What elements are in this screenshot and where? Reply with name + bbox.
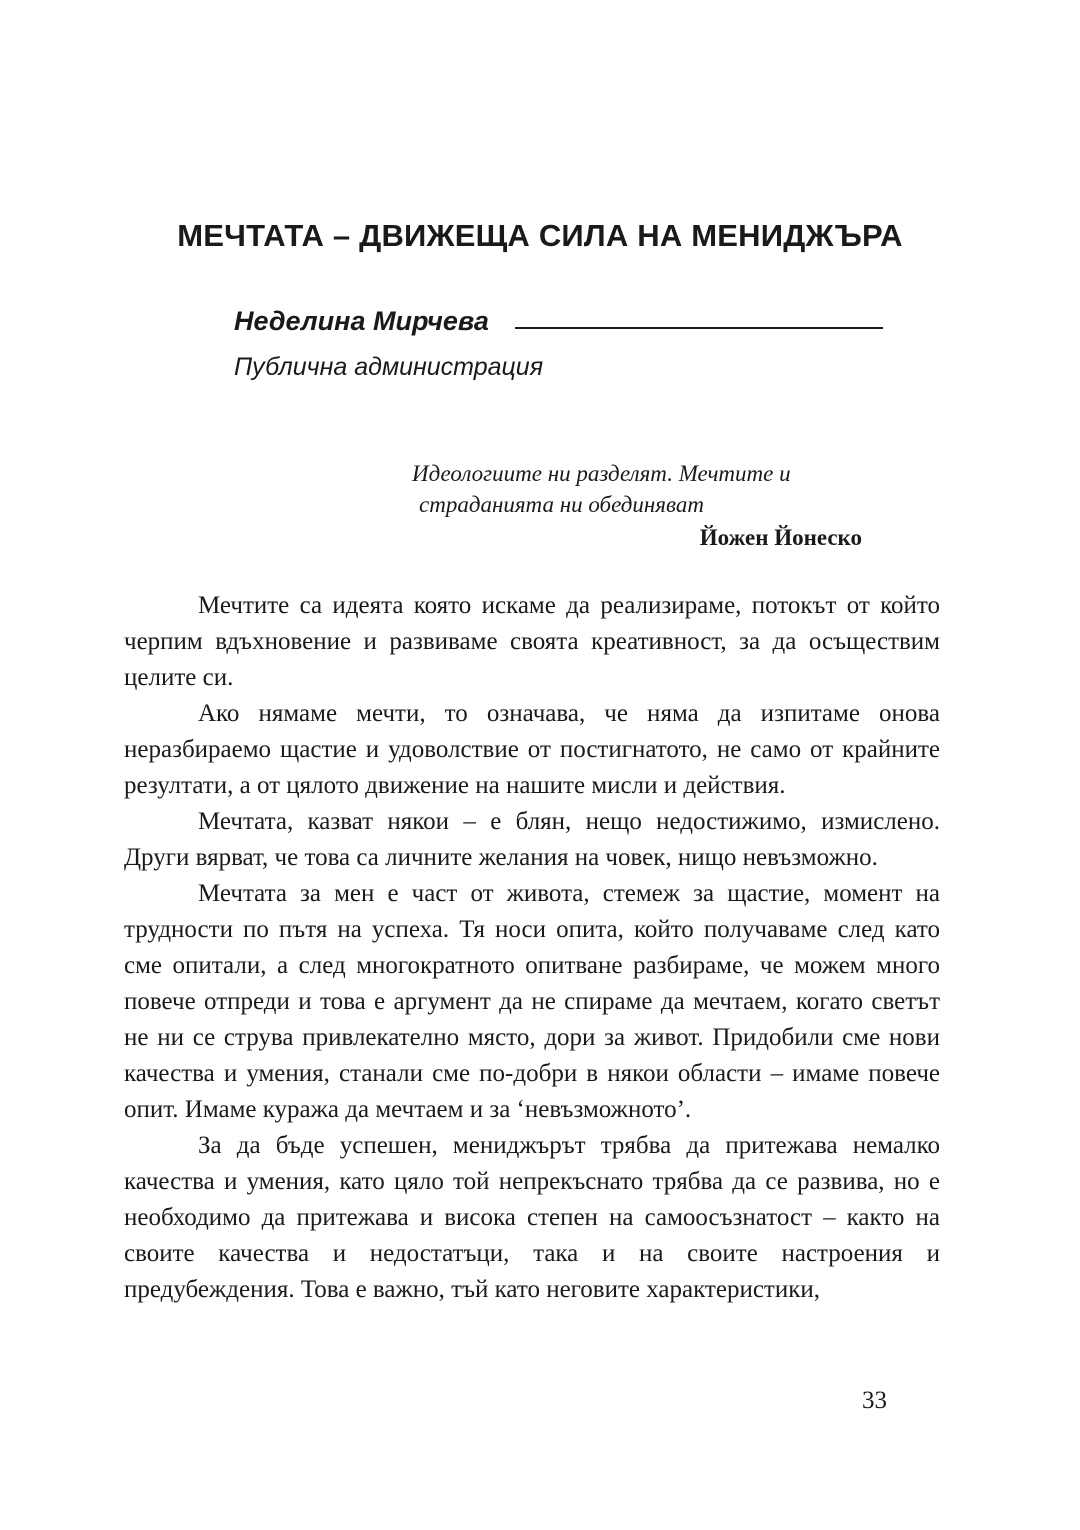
paragraph: Ако нямаме мечти, то означава, че няма да изпитаме онова неразбираемо щастие и удоволствие от постигнатото, не само от крайните резултати, а от цялото движение на нашите мисли и действия. [124,700,940,799]
author-divider-line [515,327,883,329]
paragraph: За да бъде успешен, мениджърът трябва да притежава немалко качества и умения, като цяло той непрекъснато трябва да се развива, но е необходимо да притежава и висока степен на самоосъзнатост – както на своите качества и недостатъци, така и на своите настроения и предубеждения. Това е важно, тъй като неговите характеристики, [124,1132,940,1303]
epigraph-line-2: страданията ни обединяват [419,492,704,517]
article-body [124,588,940,1308]
epigraph [412,458,862,520]
paragraph: Мечтата за мен е част от живота, стемеж за щастие, момент на трудности по пътя на успеха. Тя носи опита, който получаваме след като сме опитали, а след многократното опитване разбираме, че можем много повече отпреди и това е аргумент да не спираме да мечтаем, когато светът не ни се струва привлекателно място, дори за живот. Придобили сме нови качества и умения, станали сме по-добри в някои области – имаме повече опит. Имаме куража да мечтаем и за ‘невъзможното’. [124,880,940,1123]
epigraph-line-1: Идеологиите ни разделят. Мечтите и [412,461,791,486]
epigraph-author: Йожен Йонеско [699,525,862,550]
author-name: Неделина Мирчева [234,306,489,336]
author-row [234,303,883,339]
page-number: 33 [862,1387,887,1414]
article-title: МЕЧТАТА – ДВИЖЕЩА СИЛА НА МЕНИДЖЪРА [177,218,903,253]
author-affiliation: Публична администрация [234,353,544,381]
paragraph: Мечтите са идеята която искаме да реализираме, потокът от който черпим вдъхновение и развиваме своята креативност, за да осъществим целите си. [124,592,940,691]
paragraph: Мечтата, казват някои – е блян, нещо недостижимо, измислено. Други вярват, че това са личните желания на човек, нищо невъзможно. [124,808,940,871]
